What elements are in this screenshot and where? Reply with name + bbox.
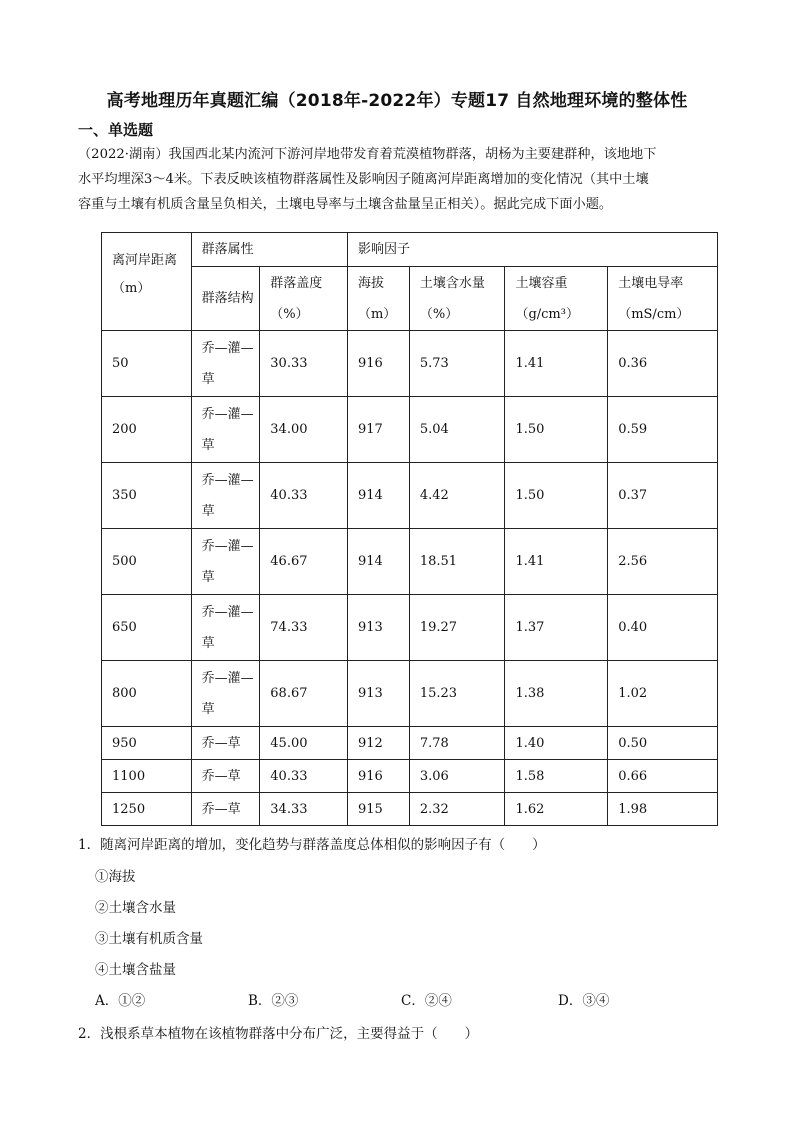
section-heading: 一、单选题 — [78, 121, 154, 139]
question-1-item: ④土壤含盐量 — [95, 962, 176, 978]
header-distance-label: 离河岸距离（m） — [112, 253, 178, 296]
table-row — [102, 661, 718, 727]
cell-conductivity: 0.66 — [608, 760, 718, 793]
cell-distance: 200 — [102, 397, 192, 463]
header-community: 群落属性 — [191, 233, 347, 267]
header-water: 土壤含水量（%） — [409, 267, 505, 331]
choice-c[interactable]: C．②④ — [401, 993, 452, 1009]
cell-density: 1.41 — [505, 331, 608, 397]
table-row — [102, 463, 718, 529]
cell-coverage: 34.33 — [260, 793, 348, 826]
cell-water: 15.23 — [409, 661, 505, 727]
cell-density: 1.41 — [505, 529, 608, 595]
question-1-item: ①海拔 — [95, 869, 136, 885]
cell-density: 1.38 — [505, 661, 608, 727]
cell-structure: 乔—灌—草 — [191, 397, 260, 463]
table-row — [102, 727, 718, 760]
intro-line: （2022·湖南）我国西北某内流河下游河岸地带发育着荒漠植物群落，胡杨为主要建群种，该地地下 — [78, 147, 657, 162]
cell-water: 3.06 — [409, 760, 505, 793]
table-row — [102, 595, 718, 661]
cell-water: 18.51 — [409, 529, 505, 595]
intro-line: 水平均埋深3～4米。下表反映该植物群落属性及影响因子随离河岸距离增加的变化情况（其中土壤 — [78, 172, 649, 187]
cell-coverage: 30.33 — [260, 331, 348, 397]
cell-conductivity: 0.37 — [608, 463, 718, 529]
cell-structure: 乔—灌—草 — [191, 595, 260, 661]
cell-coverage: 40.33 — [260, 760, 348, 793]
table-row — [102, 331, 718, 397]
cell-distance: 1250 — [102, 793, 192, 826]
cell-distance: 50 — [102, 331, 192, 397]
choice-d[interactable]: D．③④ — [558, 993, 610, 1009]
question-1-item: ③土壤有机质含量 — [95, 931, 203, 947]
cell-structure: 乔—灌—草 — [191, 661, 260, 727]
cell-water: 5.04 — [409, 397, 505, 463]
cell-distance: 1100 — [102, 760, 192, 793]
cell-water: 19.27 — [409, 595, 505, 661]
cell-structure: 乔—灌—草 — [191, 529, 260, 595]
cell-altitude: 912 — [347, 727, 409, 760]
choice-b[interactable]: B．②③ — [248, 993, 299, 1009]
cell-structure: 乔—草 — [191, 727, 260, 760]
question-1-item: ②土壤含水量 — [95, 900, 176, 916]
page-title: 高考地理历年真题汇编（2018年-2022年）专题17 自然地理环境的整体性 — [106, 91, 688, 111]
cell-altitude: 916 — [347, 760, 409, 793]
cell-coverage: 74.33 — [260, 595, 348, 661]
cell-conductivity: 2.56 — [608, 529, 718, 595]
cell-conductivity: 0.40 — [608, 595, 718, 661]
cell-density: 1.50 — [505, 397, 608, 463]
cell-altitude: 913 — [347, 661, 409, 727]
cell-structure: 乔—灌—草 — [191, 463, 260, 529]
question-2-stem: 2．浅根系草本植物在该植物群落中分布广泛，主要得益于（ ） — [78, 1026, 479, 1042]
cell-water: 4.42 — [409, 463, 505, 529]
header-density: 土壤容重（g/cm³） — [505, 267, 608, 331]
cell-coverage: 34.00 — [260, 397, 348, 463]
header-coverage: 群落盖度（%） — [260, 267, 348, 331]
cell-density: 1.62 — [505, 793, 608, 826]
cell-water: 7.78 — [409, 727, 505, 760]
cell-coverage: 46.67 — [260, 529, 348, 595]
cell-density: 1.50 — [505, 463, 608, 529]
cell-conductivity: 1.98 — [608, 793, 718, 826]
cell-density: 1.37 — [505, 595, 608, 661]
header-structure: 群落结构 — [191, 267, 260, 331]
cell-water: 5.73 — [409, 331, 505, 397]
cell-density: 1.58 — [505, 760, 608, 793]
cell-distance: 500 — [102, 529, 192, 595]
data-table — [101, 232, 718, 826]
cell-water: 2.32 — [409, 793, 505, 826]
cell-structure: 乔—草 — [191, 793, 260, 826]
header-distance — [102, 233, 192, 331]
cell-structure: 乔—草 — [191, 760, 260, 793]
cell-conductivity: 0.50 — [608, 727, 718, 760]
cell-conductivity: 0.59 — [608, 397, 718, 463]
cell-distance: 650 — [102, 595, 192, 661]
cell-altitude: 915 — [347, 793, 409, 826]
cell-conductivity: 1.02 — [608, 661, 718, 727]
cell-conductivity: 0.36 — [608, 331, 718, 397]
intro-paragraph — [78, 142, 718, 217]
question-1-stem: 1．随离河岸距离的增加，变化趋势与群落盖度总体相似的影响因子有（ ） — [78, 837, 546, 853]
cell-structure: 乔—灌—草 — [191, 331, 260, 397]
table-row — [102, 397, 718, 463]
cell-coverage: 68.67 — [260, 661, 348, 727]
cell-altitude: 917 — [347, 397, 409, 463]
table-row — [102, 760, 718, 793]
cell-altitude: 913 — [347, 595, 409, 661]
cell-altitude: 914 — [347, 463, 409, 529]
cell-density: 1.40 — [505, 727, 608, 760]
header-altitude: 海拔（m） — [347, 267, 409, 331]
header-factors: 影响因子 — [347, 233, 717, 267]
table-row — [102, 529, 718, 595]
cell-coverage: 45.00 — [260, 727, 348, 760]
table-row — [102, 793, 718, 826]
cell-altitude: 916 — [347, 331, 409, 397]
cell-altitude: 914 — [347, 529, 409, 595]
choice-a[interactable]: A．①② — [95, 993, 146, 1009]
cell-distance: 950 — [102, 727, 192, 760]
cell-distance: 350 — [102, 463, 192, 529]
intro-line: 容重与土壤有机质含量呈负相关，土壤电导率与土壤含盐量呈正相关）。据此完成下面小题。 — [78, 197, 613, 212]
cell-coverage: 40.33 — [260, 463, 348, 529]
cell-distance: 800 — [102, 661, 192, 727]
header-conductivity: 土壤电导率（mS/cm） — [608, 267, 718, 331]
